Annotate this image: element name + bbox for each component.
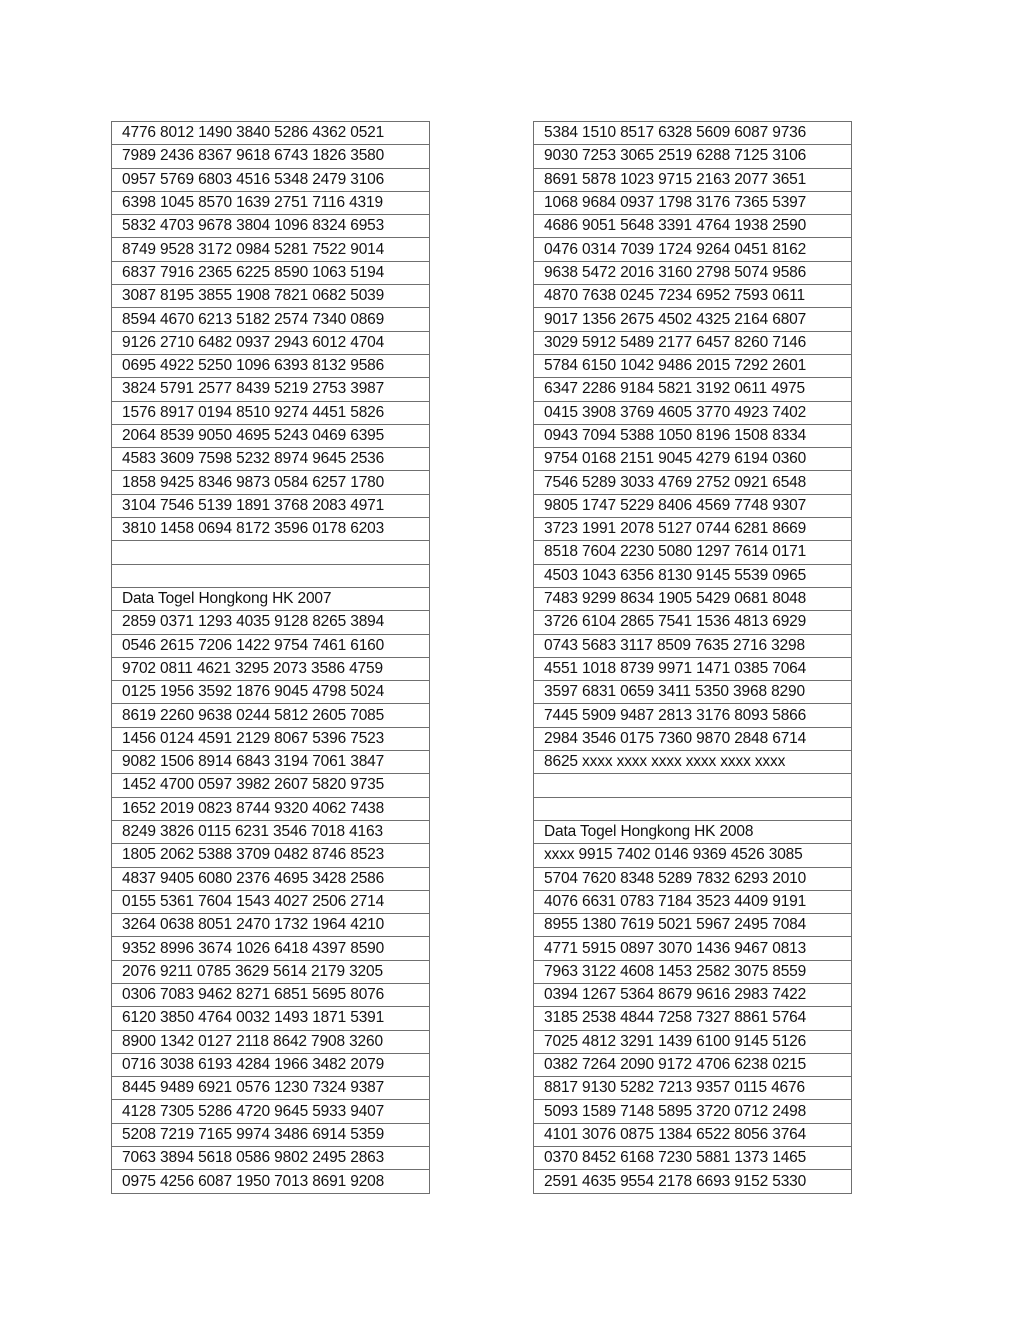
left-table-row	[112, 797, 430, 820]
left-section-heading: Data Togel Hongkong HK 2007	[112, 587, 430, 610]
right-table-cell: 5784 6150 1042 9486 2015 7292 2601	[534, 354, 852, 377]
right-table-row	[534, 1100, 852, 1123]
right-table-row	[534, 238, 852, 261]
right-table-row	[534, 1007, 852, 1030]
left-table-row	[112, 1100, 430, 1123]
right-table-cell: 4076 6631 0783 7184 3523 4409 9191	[534, 890, 852, 913]
right-table-row	[534, 960, 852, 983]
right-table-cell: 2984 3546 0175 7360 9870 2848 6714	[534, 727, 852, 750]
right-table-cell: 9805 1747 5229 8406 4569 7748 9307	[534, 494, 852, 517]
left-table-cell: 6837 7916 2365 6225 8590 1063 5194	[112, 261, 430, 284]
right-table-cell: 0415 3908 3769 4605 3770 4923 7402	[534, 401, 852, 424]
right-table-cell: 7445 5909 9487 2813 3176 8093 5866	[534, 704, 852, 727]
left-table-row	[112, 587, 430, 610]
right-table-row	[534, 681, 852, 704]
left-table-cell: 0546 2615 7206 1422 9754 7461 6160	[112, 634, 430, 657]
right-table-row	[534, 285, 852, 308]
right-table-row	[534, 983, 852, 1006]
right-table-row	[534, 448, 852, 471]
right-table-row	[534, 1053, 852, 1076]
left-table-row	[112, 727, 430, 750]
left-table-row	[112, 448, 430, 471]
left-table-cell: 6398 1045 8570 1639 2751 7116 4319	[112, 191, 430, 214]
left-table-cell: 3824 5791 2577 8439 5219 2753 3987	[112, 378, 430, 401]
right-table-cell: 3029 5912 5489 2177 6457 8260 7146	[534, 331, 852, 354]
right-table-cell: 0743 5683 3117 8509 7635 2716 3298	[534, 634, 852, 657]
left-table-cell	[112, 564, 430, 587]
left-table-cell: 3104 7546 5139 1891 3768 2083 4971	[112, 494, 430, 517]
left-table-row	[112, 308, 430, 331]
left-table-row	[112, 890, 430, 913]
right-table-cell: 0476 0314 7039 1724 9264 0451 8162	[534, 238, 852, 261]
right-table-cell: 7483 9299 8634 1905 5429 0681 8048	[534, 587, 852, 610]
left-table-cell: 1858 9425 8346 9873 0584 6257 1780	[112, 471, 430, 494]
right-table-cell: 0370 8452 6168 7230 5881 1373 1465	[534, 1147, 852, 1170]
left-table-cell: 7989 2436 8367 9618 6743 1826 3580	[112, 145, 430, 168]
right-table-cell	[534, 774, 852, 797]
right-table-cell: 0382 7264 2090 9172 4706 6238 0215	[534, 1053, 852, 1076]
right-table-row	[534, 704, 852, 727]
left-table-row	[112, 471, 430, 494]
left-table-row	[112, 1123, 430, 1146]
right-table-cell: 0943 7094 5388 1050 8196 1508 8334	[534, 424, 852, 447]
right-table-cell: 9017 1356 2675 4502 4325 2164 6807	[534, 308, 852, 331]
left-table-row	[112, 1030, 430, 1053]
left-table-row	[112, 937, 430, 960]
right-table-cell: 5093 1589 7148 5895 3720 0712 2498	[534, 1100, 852, 1123]
right-table-row	[534, 820, 852, 843]
left-table-cell: 4776 8012 1490 3840 5286 4362 0521	[112, 122, 430, 145]
right-table-row	[534, 541, 852, 564]
right-table-row	[534, 611, 852, 634]
right-table-row	[534, 727, 852, 750]
right-table-body	[534, 122, 852, 1194]
left-table-row	[112, 168, 430, 191]
left-table-row	[112, 657, 430, 680]
left-table-cell: 3087 8195 3855 1908 7821 0682 5039	[112, 285, 430, 308]
right-table-cell: 2591 4635 9554 2178 6693 9152 5330	[534, 1170, 852, 1193]
left-table-cell: 5208 7219 7165 9974 3486 6914 5359	[112, 1123, 430, 1146]
left-table-row	[112, 983, 430, 1006]
right-table-cell: 4771 5915 0897 3070 1436 9467 0813	[534, 937, 852, 960]
left-table-cell: 0716 3038 6193 4284 1966 3482 2079	[112, 1053, 430, 1076]
left-table-row	[112, 518, 430, 541]
right-table-row	[534, 634, 852, 657]
left-table-cell: 7063 3894 5618 0586 9802 2495 2863	[112, 1147, 430, 1170]
left-table-row	[112, 331, 430, 354]
left-table-row	[112, 634, 430, 657]
left-table-row	[112, 261, 430, 284]
left-table-row	[112, 122, 430, 145]
right-table-row	[534, 401, 852, 424]
right-table-row	[534, 751, 852, 774]
left-table-cell: 3810 1458 0694 8172 3596 0178 6203	[112, 518, 430, 541]
left-table-row	[112, 1077, 430, 1100]
left-table-row	[112, 401, 430, 424]
right-table-row	[534, 122, 852, 145]
left-table-cell: 1576 8917 0194 8510 9274 4451 5826	[112, 401, 430, 424]
left-table-row	[112, 145, 430, 168]
right-table-cell: 8955 1380 7619 5021 5967 2495 7084	[534, 914, 852, 937]
right-table-cell: 8518 7604 2230 5080 1297 7614 0171	[534, 541, 852, 564]
right-table-row	[534, 564, 852, 587]
left-table-cell: 8249 3826 0115 6231 3546 7018 4163	[112, 820, 430, 843]
left-table-cell: 1805 2062 5388 3709 0482 8746 8523	[112, 844, 430, 867]
left-table-row	[112, 704, 430, 727]
right-table-cell: 6347 2286 9184 5821 3192 0611 4975	[534, 378, 852, 401]
left-table-cell: 1456 0124 4591 2129 8067 5396 7523	[112, 727, 430, 750]
right-table-cell: 9030 7253 3065 2519 6288 7125 3106	[534, 145, 852, 168]
right-number-table	[533, 121, 852, 1194]
left-table-row	[112, 564, 430, 587]
right-table-cell: 8625 xxxx xxxx xxxx xxxx xxxx xxxx	[534, 751, 852, 774]
left-table-cell: 9082 1506 8914 6843 3194 7061 3847	[112, 751, 430, 774]
right-table-row	[534, 657, 852, 680]
left-table-cell: 8619 2260 9638 0244 5812 2605 7085	[112, 704, 430, 727]
right-table-cell: 3597 6831 0659 3411 5350 3968 8290	[534, 681, 852, 704]
right-table-row	[534, 261, 852, 284]
left-table-cell: 8749 9528 3172 0984 5281 7522 9014	[112, 238, 430, 261]
right-table-row	[534, 215, 852, 238]
left-table-cell: 3264 0638 8051 2470 1732 1964 4210	[112, 914, 430, 937]
right-table-row	[534, 914, 852, 937]
left-table-cell: 8445 9489 6921 0576 1230 7324 9387	[112, 1077, 430, 1100]
right-table-row	[534, 937, 852, 960]
right-table-row	[534, 354, 852, 377]
right-table-cell: 4551 1018 8739 9971 1471 0385 7064	[534, 657, 852, 680]
left-table-row	[112, 681, 430, 704]
left-table-cell: 0957 5769 6803 4516 5348 2479 3106	[112, 168, 430, 191]
left-table-cell: 5832 4703 9678 3804 1096 8324 6953	[112, 215, 430, 238]
left-table-row	[112, 820, 430, 843]
left-table-cell	[112, 541, 430, 564]
right-table-row	[534, 424, 852, 447]
right-table-cell: 9638 5472 2016 3160 2798 5074 9586	[534, 261, 852, 284]
right-table-cell: 4503 1043 6356 8130 9145 5539 0965	[534, 564, 852, 587]
right-table-row	[534, 471, 852, 494]
left-table-cell: 9126 2710 6482 0937 2943 6012 4704	[112, 331, 430, 354]
right-table-cell: xxxx 9915 7402 0146 9369 4526 3085	[534, 844, 852, 867]
right-table-row	[534, 331, 852, 354]
right-table-row	[534, 867, 852, 890]
right-table-cell: 0394 1267 5364 8679 9616 2983 7422	[534, 983, 852, 1006]
left-table-cell: 0695 4922 5250 1096 6393 8132 9586	[112, 354, 430, 377]
left-table-cell: 0975 4256 6087 1950 7013 8691 9208	[112, 1170, 430, 1193]
left-table-cell: 8594 4670 6213 5182 2574 7340 0869	[112, 308, 430, 331]
right-table-cell: 7963 3122 4608 1453 2582 3075 8559	[534, 960, 852, 983]
left-table-row	[112, 751, 430, 774]
right-table-cell	[534, 797, 852, 820]
left-table-row	[112, 1170, 430, 1193]
right-table-cell: 5704 7620 8348 5289 7832 6293 2010	[534, 867, 852, 890]
right-table-row	[534, 844, 852, 867]
left-table-cell: 1452 4700 0597 3982 2607 5820 9735	[112, 774, 430, 797]
left-table-body	[112, 122, 430, 1194]
left-table-row	[112, 285, 430, 308]
right-table-cell: 3723 1991 2078 5127 0744 6281 8669	[534, 518, 852, 541]
left-table-cell: 2064 8539 9050 4695 5243 0469 6395	[112, 424, 430, 447]
right-table-cell: 4101 3076 0875 1384 6522 8056 3764	[534, 1123, 852, 1146]
right-table-row	[534, 494, 852, 517]
left-table-row	[112, 354, 430, 377]
left-table-row	[112, 191, 430, 214]
left-table-cell: 8900 1342 0127 2118 8642 7908 3260	[112, 1030, 430, 1053]
right-table-row	[534, 168, 852, 191]
left-table-row	[112, 611, 430, 634]
right-table-cell: 9754 0168 2151 9045 4279 6194 0360	[534, 448, 852, 471]
right-table-cell: 8691 5878 1023 9715 2163 2077 3651	[534, 168, 852, 191]
right-table-row	[534, 1123, 852, 1146]
right-table-row	[534, 191, 852, 214]
left-table-cell: 4128 7305 5286 4720 9645 5933 9407	[112, 1100, 430, 1123]
right-table-row	[534, 1077, 852, 1100]
left-table-row	[112, 1053, 430, 1076]
left-table-row	[112, 844, 430, 867]
right-table-cell: 8817 9130 5282 7213 9357 0115 4676	[534, 1077, 852, 1100]
right-table-cell: 7025 4812 3291 1439 6100 9145 5126	[534, 1030, 852, 1053]
left-table-row	[112, 867, 430, 890]
left-table-cell: 4583 3609 7598 5232 8974 9645 2536	[112, 448, 430, 471]
left-table-cell: 1652 2019 0823 8744 9320 4062 7438	[112, 797, 430, 820]
right-table-cell: 4686 9051 5648 3391 4764 1938 2590	[534, 215, 852, 238]
left-table-row	[112, 960, 430, 983]
right-table-row	[534, 145, 852, 168]
right-table-row	[534, 797, 852, 820]
right-section-heading: Data Togel Hongkong HK 2008	[534, 820, 852, 843]
left-table-row	[112, 424, 430, 447]
right-table-cell: 3185 2538 4844 7258 7327 8861 5764	[534, 1007, 852, 1030]
left-table-cell: 2859 0371 1293 4035 9128 8265 3894	[112, 611, 430, 634]
right-table-row	[534, 774, 852, 797]
left-table-row	[112, 541, 430, 564]
left-table-cell: 0155 5361 7604 1543 4027 2506 2714	[112, 890, 430, 913]
left-table-row	[112, 494, 430, 517]
left-table-row	[112, 1007, 430, 1030]
right-table-cell: 5384 1510 8517 6328 5609 6087 9736	[534, 122, 852, 145]
left-table-cell: 0125 1956 3592 1876 9045 4798 5024	[112, 681, 430, 704]
right-table-cell: 7546 5289 3033 4769 2752 0921 6548	[534, 471, 852, 494]
right-table-cell: 1068 9684 0937 1798 3176 7365 5397	[534, 191, 852, 214]
left-table-row	[112, 378, 430, 401]
left-table-cell: 9702 0811 4621 3295 2073 3586 4759	[112, 657, 430, 680]
right-table-row	[534, 587, 852, 610]
right-table-row	[534, 1170, 852, 1193]
left-table-cell: 4837 9405 6080 2376 4695 3428 2586	[112, 867, 430, 890]
right-table-row	[534, 518, 852, 541]
right-table-row	[534, 1030, 852, 1053]
right-table-cell: 3726 6104 2865 7541 1536 4813 6929	[534, 611, 852, 634]
right-table-row	[534, 1147, 852, 1170]
right-table-cell: 4870 7638 0245 7234 6952 7593 0611	[534, 285, 852, 308]
left-table-cell: 6120 3850 4764 0032 1493 1871 5391	[112, 1007, 430, 1030]
left-table-row	[112, 238, 430, 261]
left-table-row	[112, 774, 430, 797]
left-table-cell: 0306 7083 9462 8271 6851 5695 8076	[112, 983, 430, 1006]
left-table-cell: 2076 9211 0785 3629 5614 2179 3205	[112, 960, 430, 983]
left-table-row	[112, 914, 430, 937]
left-number-table	[111, 121, 430, 1194]
right-table-row	[534, 378, 852, 401]
right-table-row	[534, 890, 852, 913]
left-table-row	[112, 215, 430, 238]
right-table-row	[534, 308, 852, 331]
left-table-cell: 9352 8996 3674 1026 6418 4397 8590	[112, 937, 430, 960]
left-table-row	[112, 1147, 430, 1170]
